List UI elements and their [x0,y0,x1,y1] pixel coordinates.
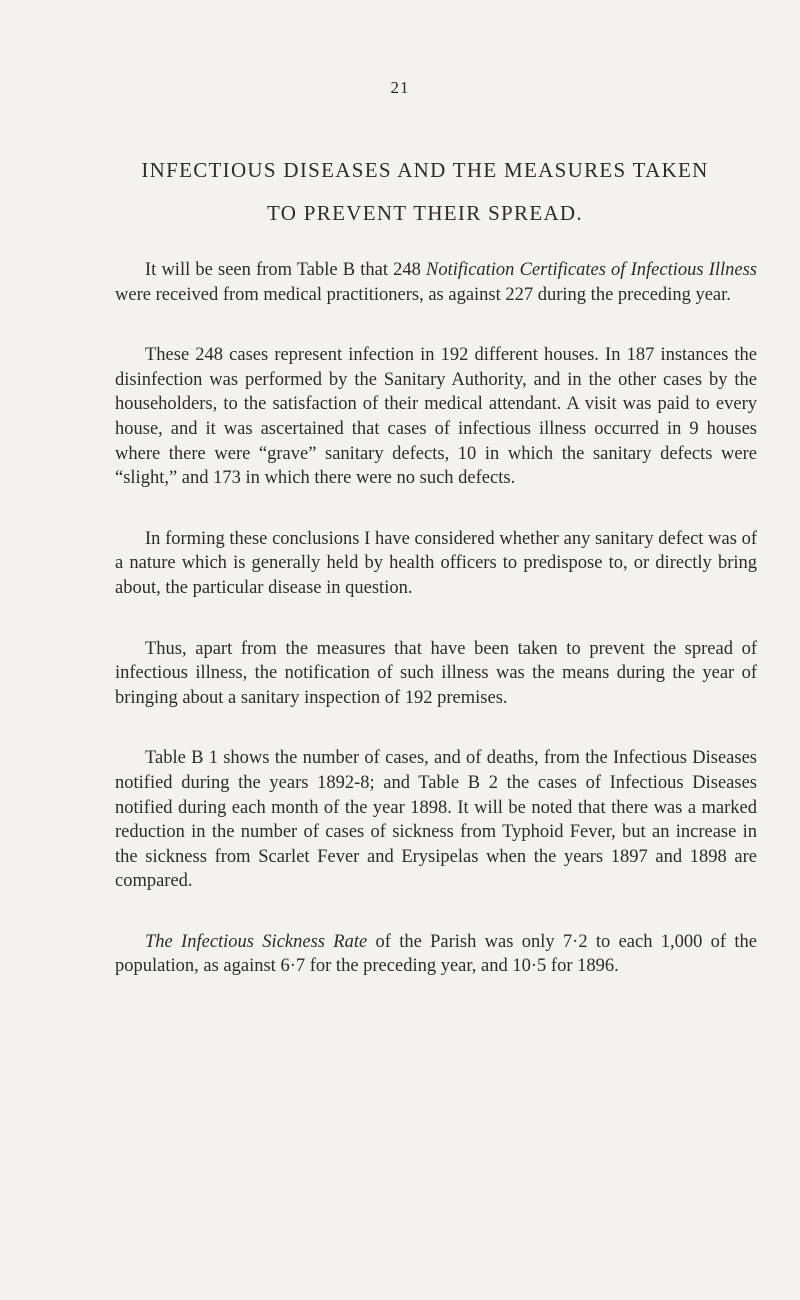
italic-phrase: Notification Certificates of Infectious Illness [426,260,757,280]
paragraph [115,746,757,894]
page-number: 21 [390,78,410,97]
text-run: In forming these conclusions I have considered whether any sanitary defect was of a nature which is generally held by health officers to predispose to, or directly bring about, the particular disease in question. [115,528,757,598]
text-run: Thus, apart from the measures that have been taken to prevent the spread of infectious illness, the notification of such illness was the means during the year of bringing about a sanitary inspection of 192 premises. [115,638,757,708]
paragraph [115,637,757,711]
paragraph [115,930,757,979]
section-title-line-2: TO PREVENT THEIR SPREAD. [267,201,583,225]
text-run: of the Parish was only 7·2 to each 1,000 of the population, as against 6·7 for the preceding year, and 10·5 for 1896. [115,931,757,977]
text-run: These 248 cases represent infection in 192 different houses. In 187 instances the disinfection was performed by the Sanitary Authority, and in the other cases by the householders, to the satisfaction of their medical attendant. A visit was paid to every house, and it was ascertained that cases of infectious illness occurred in 9 houses where there were “grave” sanitary defects, 10 in which the sanitary defects were “slight,” and 173 in which there were no such defects. [115,345,757,489]
section-title-line-1: INFECTIOUS DISEASES AND THE MEASURES TAKEN [141,158,709,182]
paragraph [115,258,757,307]
text-run: Table B 1 shows the number of cases, and of deaths, from the Infectious Diseases notified during the years 1892-8; and Table B 2 the cases of Infectious Diseases notified during each month of the year 1898. It will be noted that there was a marked reduction in the number of cases of sickness from Typhoid Fever, but an increase in the sickness from Scarlet Fever and Erysipelas when the years 1897 and 1898 are compared. [115,748,757,892]
paragraph [115,343,757,491]
italic-phrase: The Infectious Sickness Rate [145,931,368,952]
paragraph [115,527,757,601]
text-run: were received from medical practitioners, as against 227 during the preceding year. [115,284,731,305]
body-text [115,258,757,1015]
text-run: It will be seen from Table B that 248 [145,260,427,280]
